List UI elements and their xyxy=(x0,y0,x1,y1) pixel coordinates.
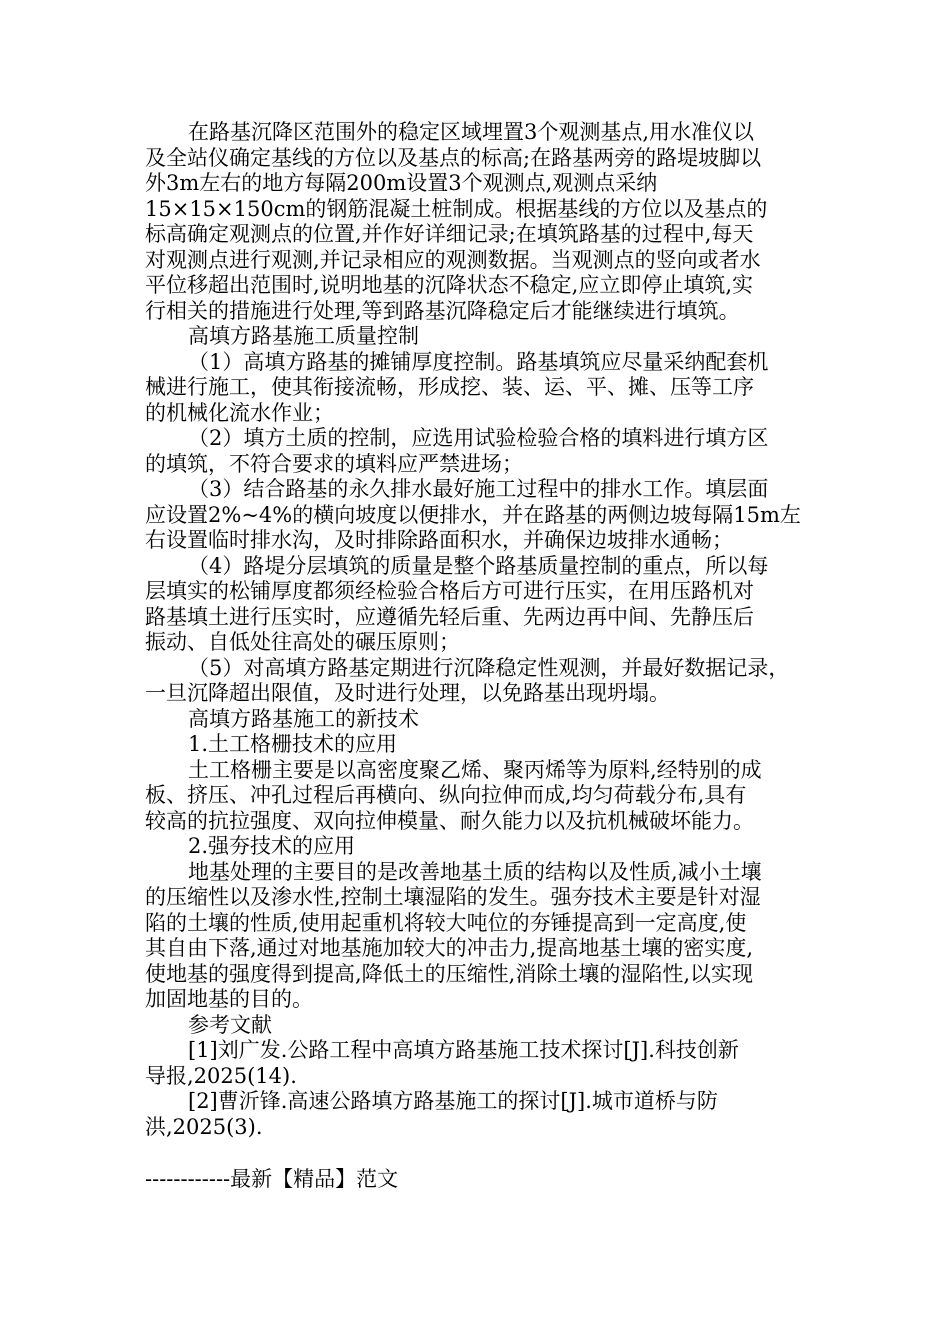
reference-line: [2]曹沂锋.高速公路填方路基施工的探讨[J].城市道桥与防 xyxy=(188,1089,718,1113)
paragraph-item-5 xyxy=(145,656,815,707)
paragraph-item-3 xyxy=(145,477,815,554)
text-line: 板、挤压、冲孔过程后再横向、纵向拉伸而成,均匀荷载分布,具有 xyxy=(145,783,747,807)
heading-new-technology xyxy=(145,707,815,733)
text-line: 对观测点进行观测,并记录相应的观测数据。当观测点的竖向或者水 xyxy=(145,247,761,272)
text-line: 陷的土壤的性质,使用起重机将较大吨位的夯锤提高到一定高度,使 xyxy=(145,910,747,935)
text-line: 平位移超出范围时,说明地基的沉降状态不稳定,应立即停止填筑,实 xyxy=(145,273,754,297)
text-line: 其自由下落,通过对地基施加较大的冲击力,提高地基土壤的密实度, xyxy=(145,936,754,960)
text-line: 应设置2%~4%的横向坡度以便排水，并在路基的两侧边坡每隔15m左 xyxy=(145,502,801,527)
text-line: （1）高填方路基的摊铺厚度控制。路基填筑应尽量采纳配套机 xyxy=(188,349,769,374)
text-line: 加固地基的目的。 xyxy=(145,987,313,1011)
text-line: 右设置临时排水沟，及时排除路面积水，并确保边坡排水通畅； xyxy=(145,528,733,552)
section-heading: 参考文献 xyxy=(188,1012,272,1037)
text-line: 路基填土进行压实时，应遵循先轻后重、先两边再中间、先静压后 xyxy=(145,604,754,629)
text-line: 振动、自低处往高处的碾压原则； xyxy=(145,630,460,654)
text-line: 15×15×150cm的钢筋混凝土桩制成。根据基线的方位以及基点的 xyxy=(145,196,768,221)
section-heading: 高填方路基施工质量控制 xyxy=(188,324,419,348)
reference-1 xyxy=(145,1038,815,1089)
paragraph-observation-points xyxy=(145,120,815,324)
text-line: 械进行施工，使其衔接流畅，形成挖、装、运、平、摊、压等工序 xyxy=(145,375,754,399)
text-line: 标高确定观测点的位置,并作好详细记录;在填筑路基的过程中,每天 xyxy=(145,222,754,246)
reference-line: 洪,2025(3). xyxy=(145,1114,263,1139)
text-line: 行相关的措施进行处理,等到路基沉降稳定后才能继续进行填筑。 xyxy=(145,298,740,323)
text-line: 及全站仪确定基线的方位以及基点的标高;在路基两旁的路堤坡脚以 xyxy=(145,145,762,170)
heading-references xyxy=(145,1013,815,1039)
document-body xyxy=(145,120,815,1140)
paragraph-geogrid xyxy=(145,758,815,835)
text-line: 的机械化流水作业； xyxy=(145,400,334,425)
heading-geogrid xyxy=(145,732,815,758)
text-line: 的压缩性以及渗水性,控制土壤湿陷的发生。强夯技术主要是针对湿 xyxy=(145,885,761,909)
heading-quality-control xyxy=(145,324,815,350)
text-line: （3）结合路基的永久排水最好施工过程中的排水工作。填层面 xyxy=(188,477,769,501)
section-heading: 高填方路基施工的新技术 xyxy=(188,706,419,731)
text-line: 外3m左右的地方每隔200m设置3个观测点,观测点采纳 xyxy=(145,171,658,195)
text-line: 一旦沉降超出限值，及时进行处理，以免路基出现坍塌。 xyxy=(145,681,670,705)
paragraph-dynamic-compaction xyxy=(145,860,815,1013)
text-line: （4）路堤分层填筑的质量是整个路基质量控制的重点，所以每 xyxy=(188,553,769,578)
subsection-heading: 2.强夯技术的应用 xyxy=(188,834,356,858)
subsection-heading: 1.土工格栅技术的应用 xyxy=(188,732,398,756)
reference-2 xyxy=(145,1089,815,1140)
text-line: （5）对高填方路基定期进行沉降稳定性观测，并最好数据记录， xyxy=(188,655,790,680)
text-line: 土工格栅主要是以高密度聚乙烯、聚丙烯等为原料,经特别的成 xyxy=(188,757,762,782)
paragraph-item-4 xyxy=(145,554,815,656)
paragraph-item-2 xyxy=(145,426,815,477)
text-line: 较高的抗拉强度、双向拉伸模量、耐久能力以及抗机械破坏能力。 xyxy=(145,808,754,833)
heading-dynamic-compaction xyxy=(145,834,815,860)
text-line: （2）填方土质的控制，应选用试验检验合格的填料进行填方区 xyxy=(188,426,769,450)
text-line: 使地基的强度得到提高,降低土的压缩性,消除土壤的湿陷性,以实现 xyxy=(145,961,754,986)
reference-line: 导报,2025(14). xyxy=(145,1063,297,1088)
paragraph-item-1 xyxy=(145,350,815,427)
text-line: 地基处理的主要目的是改善地基土质的结构以及性质,减小土壤 xyxy=(188,859,762,884)
text-line: 的填筑，不符合要求的填料应严禁进场； xyxy=(145,451,523,476)
text-line: 层填实的松铺厚度都须经检验合格后方可进行压实，在用压路机对 xyxy=(145,579,754,603)
footer-text: ------------最新【精品】范文 xyxy=(145,1167,399,1191)
text-line: 在路基沉降区范围外的稳定区域埋置3个观测基点,用水准仪以 xyxy=(188,120,755,144)
reference-line: [1]刘广发.公路工程中高填方路基施工技术探讨[J].科技创新 xyxy=(188,1038,739,1062)
